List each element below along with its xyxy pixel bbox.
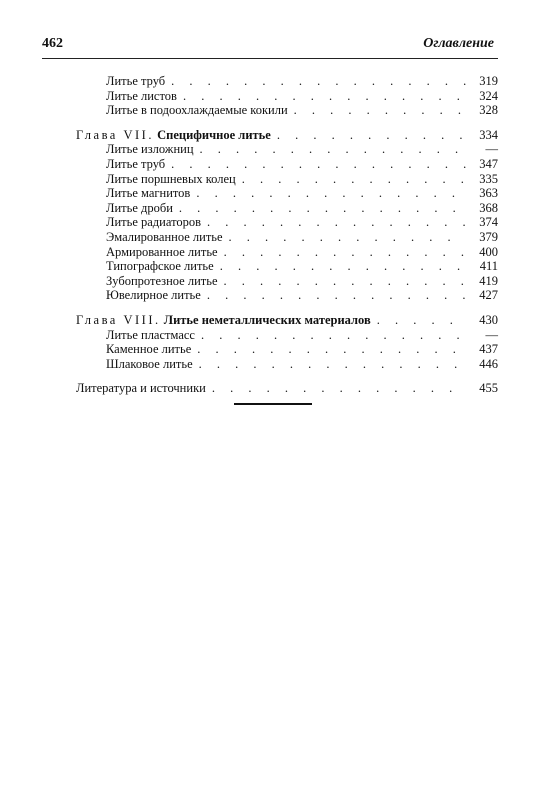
toc-entry-label: Литье дроби: [106, 200, 173, 215]
chapter-heading-label: [76, 313, 371, 328]
chapter-prefix: Глава VIII.: [76, 312, 161, 327]
toc-entry-label: Зубопротезное литье: [106, 273, 218, 288]
toc-entry-page: 374: [479, 215, 498, 230]
toc-entry-page: 363: [479, 186, 498, 201]
toc-entry-page: 437: [479, 342, 498, 357]
dot-leader: [294, 103, 466, 118]
toc-entry: [76, 103, 498, 118]
toc-entry-label: Литература и источники: [76, 381, 206, 396]
toc-entry-label: Типографское литье: [106, 259, 214, 274]
toc-entry-page: 400: [479, 244, 498, 259]
page-number: 462: [42, 36, 63, 51]
dot-leader: [197, 342, 466, 357]
end-rule: [234, 403, 312, 405]
toc-entry: [76, 381, 498, 396]
dot-leader: [377, 313, 466, 328]
chapter-title: Специфичное литье: [157, 127, 271, 142]
dot-leader: [200, 142, 466, 157]
toc-entry: [76, 259, 498, 274]
toc-entry-page: 335: [479, 171, 498, 186]
toc-entry: [76, 328, 498, 343]
chapter-title: Литье неметаллических материалов: [163, 312, 371, 327]
toc-entry-label: Литье труб: [106, 156, 166, 171]
toc-entry-label: Ювелирное литье: [106, 288, 201, 303]
chapter-page: 430: [479, 312, 498, 327]
dot-leader: [277, 128, 466, 143]
toc-references: [76, 381, 498, 396]
dot-leader: [179, 201, 466, 216]
toc-entry: [76, 157, 498, 172]
toc-entry: [76, 74, 498, 89]
toc-entry-label: Литье магнитов: [106, 186, 191, 201]
dot-leader: [224, 274, 467, 289]
toc-entry-page: 455: [479, 381, 498, 396]
toc-entry-page: 419: [479, 273, 498, 288]
toc-entry: [76, 342, 498, 357]
toc-chapter-8: [76, 313, 498, 371]
toc-entry-label: Эмалированное литье: [106, 229, 223, 244]
toc-entry: [76, 172, 498, 187]
dot-leader: [201, 328, 466, 343]
chapter-heading: [76, 313, 498, 328]
toc-entry-page: 368: [479, 200, 498, 215]
dot-leader: [183, 89, 466, 104]
table-of-contents: [76, 74, 498, 406]
chapter-heading-label: [76, 128, 271, 143]
toc-entry-label: Шлаковое литье: [106, 356, 193, 371]
toc-entry: [76, 245, 498, 260]
toc-entry-page: 411: [479, 259, 498, 274]
dot-leader: [196, 186, 466, 201]
dot-leader: [207, 288, 466, 303]
toc-entry-label: Литье изложниц: [106, 142, 194, 157]
toc-entry-label: Литье поршневых колец: [106, 171, 236, 186]
chapter-page: 334: [479, 127, 498, 142]
toc-entry: [76, 288, 498, 303]
toc-entry-label: Литье радиаторов: [106, 215, 202, 230]
toc-chapter-7: [76, 128, 498, 303]
dot-leader: [242, 172, 466, 187]
toc-entry-page: —: [485, 142, 498, 157]
toc-entry-label: Литье в подоохлаждаемые кокили: [106, 103, 288, 118]
toc-entry-label: Каменное литье: [106, 342, 192, 357]
toc-entry: [76, 230, 498, 245]
toc-entry-label: Литье пластмасс: [106, 327, 195, 342]
toc-entry: [76, 357, 498, 372]
toc-entry-page: 324: [479, 88, 498, 103]
chapter-prefix: Глава VII.: [76, 127, 154, 142]
toc-entry-page: —: [485, 327, 498, 342]
toc-entry-page: 319: [479, 74, 498, 88]
running-title: Оглавление: [423, 36, 494, 51]
toc-entry-label: Литье листов: [106, 88, 177, 103]
toc-entry: [76, 186, 498, 201]
dot-leader: [171, 157, 466, 172]
dot-leader: [207, 215, 466, 230]
dot-leader: [220, 259, 466, 274]
toc-entry-page: 446: [479, 356, 498, 371]
toc-entry-page: 347: [479, 156, 498, 171]
chapter-heading: [76, 128, 498, 143]
header-rule: [42, 58, 498, 59]
toc-entry: [76, 142, 498, 157]
toc-entry-label: Армированное литье: [106, 244, 218, 259]
toc-entry-page: 379: [479, 229, 498, 244]
dot-leader: [199, 357, 466, 372]
toc-entry: [76, 201, 498, 216]
dot-leader: [224, 245, 466, 260]
dot-leader: [171, 74, 466, 89]
toc-entry-page: 328: [479, 103, 498, 118]
dot-leader: [212, 381, 466, 396]
toc-entry-label: Литье труб: [106, 74, 166, 88]
toc-group-continued: [76, 74, 498, 118]
page-header: [42, 36, 498, 56]
toc-entry: [76, 89, 498, 104]
dot-leader: [229, 230, 466, 245]
toc-entry-page: 427: [479, 288, 498, 303]
toc-entry: [76, 274, 498, 289]
toc-entry: [76, 215, 498, 230]
